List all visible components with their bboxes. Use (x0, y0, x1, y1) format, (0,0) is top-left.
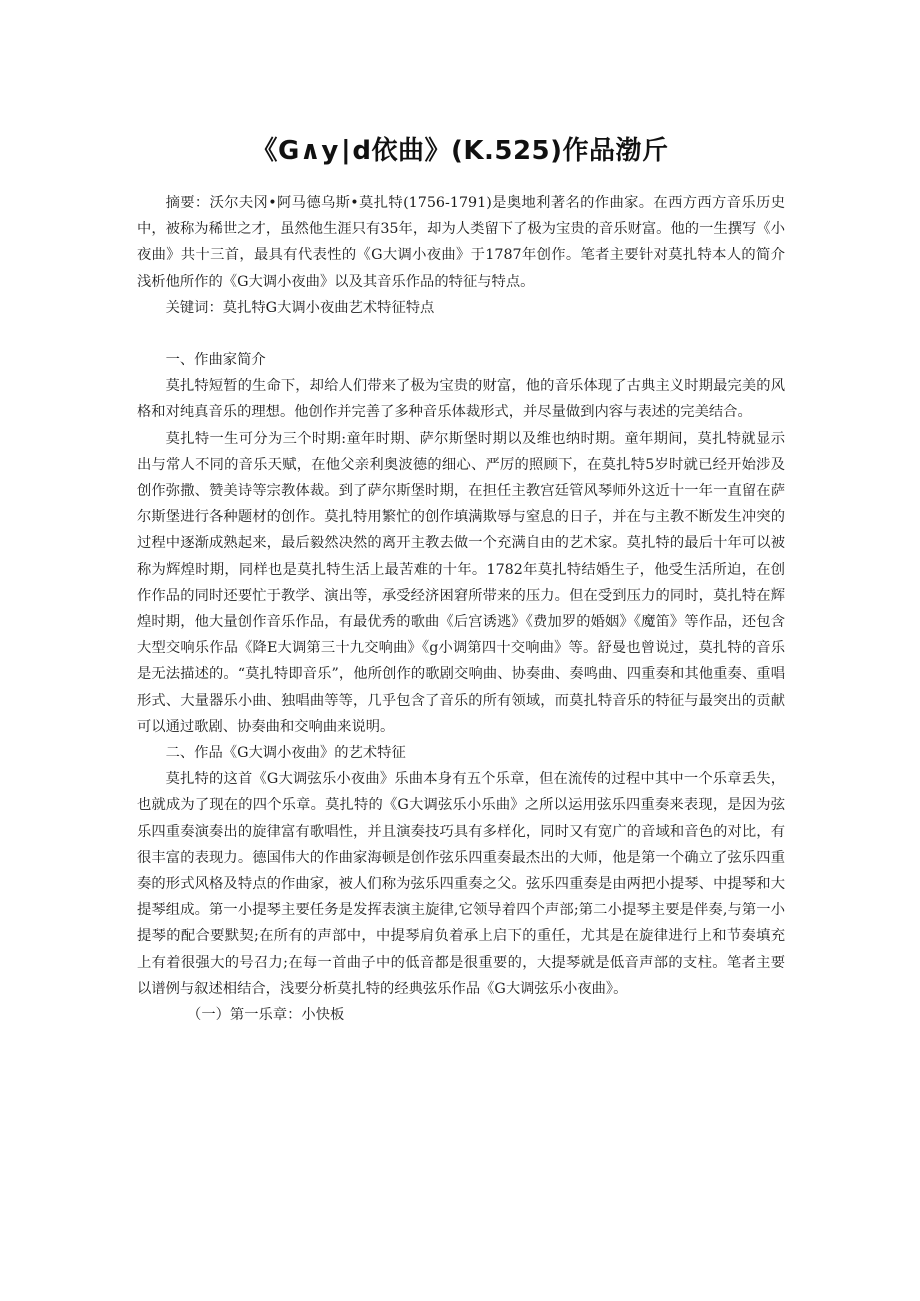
document-title: 《G∧y∣d依曲》(K.525)作品渤斤 (251, 136, 669, 166)
section-heading-features: 二、作品《G大调小夜曲》的艺术特征 (165, 745, 406, 762)
body-paragraph: 莫扎特一生可分为三个时期:童年时期、萨尔斯堡时期以及维也纳时期。童年期间，莫扎特就显示出与常人不同的音乐天赋，在他父亲利奥波德的细心、严厉的照顾下，在莫扎特5岁时就已经开始涉及创作弥撒、赞美诗等宗教体裁。到了萨尔斯堡时期，在担任主教宫廷管风琴师外这近十一年一直留在萨尔斯堡进行各种题材的创作。莫扎特用繁忙的创作填满欺辱与窒息的日子，并在与主教不断发生冲突的过程中逐渐成熟起来，最后毅然决然的离开主教去做一个充满自由的艺术家。莫扎特的最后十年可以被称为辉煌时期，同样也是莫扎特生活上最苦难的十年。1782年莫扎特结婚生子，他受生活所迫，在创作作品的同时还要忙于教学、演出等，承受经济困窘所带来的压力。但在受到压力的同时，莫扎特在辉煌时期，他大量创作音乐作品，有最优秀的歌曲《后宫诱逃》《费加罗的婚姻》《魔笛》等作品，还包含大型交响乐作品《降E大调第三十九交响曲》《g小调第四十交响曲》等。舒曼也曾说过，莫扎特的音乐是无法描述的。“莫扎特即音乐”，他所创作的歌剧交响曲、协奏曲、奏鸣曲、四重奏和其他重奏、重唱形式、大量器乐小曲、独唱曲等等，几乎包含了音乐的所有领域，而莫扎特音乐的特征与最突出的贡献可以通过歌剧、协奏曲和交响曲来说明。 (137, 430, 785, 735)
body-paragraph: 莫扎特短暂的生命下，却给人们带来了极为宝贵的财富，他的音乐体现了古典主义时期最完美的风格和对纯真音乐的理想。他创作并完善了多种音乐体裁形式，并尽量做到内容与表述的完美结合。 (137, 378, 785, 421)
subsection-heading: （一）第一乐章：小快板 (187, 1007, 345, 1024)
abstract-paragraph: 摘要：沃尔夫冈•阿马德乌斯•莫扎特(1756-1791)是奥地利著名的作曲家。在西方西方音乐历史中，被称为稀世之才，虽然他生涯只有35年，却为人类留下了极为宝贵的音乐财富。他的一生撰写《小夜曲》共十三首，最具有代表性的《G大调小夜曲》于1787年创作。笔者主要针对莫扎特本人的简介浅析他所作的《G大调小夜曲》以及其音乐作品的特征与特点。 (137, 195, 785, 290)
section-heading-composer: 一、作曲家简介 (165, 352, 266, 369)
document-body (137, 190, 785, 1028)
body-paragraph: 莫扎特的这首《G大调弦乐小夜曲》乐曲本身有五个乐章，但在流传的过程中其中一个乐章丢失，也就成为了现在的四个乐章。莫扎特的《G大调弦乐小乐曲》之所以运用弦乐四重奏来表现，是因为弦乐四重奏演奏出的旋律富有歌唱性，并且演奏技巧具有多样化，同时又有宽广的音域和音色的对比，有很丰富的表现力。德国伟大的作曲家海顿是创作弦乐四重奏最杰出的大师，他是第一个确立了弦乐四重奏的形式风格及特点的作曲家，被人们称为弦乐四重奏之父。弦乐四重奏是由两把小提琴、中提琴和大提琴组成。第一小提琴主要任务是发挥表演主旋律,它领导着四个声部;第二小提琴主要是伴奏,与第一小提琴的配合要默契;在所有的声部中，中提琴肩负着承上启下的重任，尤其是在旋律进行上和节奏填充上有着很强大的号召力;在每一首曲子中的低音都是很重要的，大提琴就是低音声部的支柱。笔者主要以谱例与叙述相结合，浅要分析莫扎特的经典弦乐作品《G大调弦乐小夜曲》。 (137, 771, 785, 997)
keywords-line: 关键词：莫扎特G大调小夜曲艺术特征特点 (165, 299, 435, 316)
section-gap (137, 321, 785, 347)
